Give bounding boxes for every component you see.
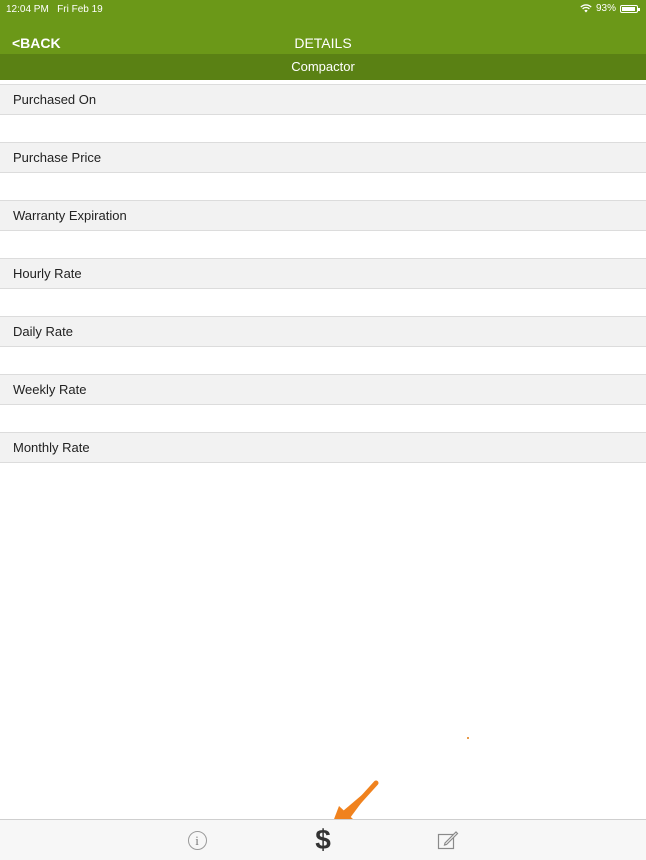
status-time [6, 4, 103, 15]
field-value-purchased-on[interactable] [0, 115, 646, 142]
field-label-weekly-rate: Weekly Rate [0, 374, 646, 405]
field-value-purchase-price[interactable] [0, 173, 646, 200]
page-subtitle: Compactor [0, 54, 646, 80]
status-time-text: 12:04 PM [6, 4, 49, 15]
tab-info[interactable] [176, 820, 218, 860]
edit-icon [437, 830, 459, 850]
field-label-daily-rate: Daily Rate [0, 316, 646, 347]
field-label-hourly-rate: Hourly Rate [0, 258, 646, 289]
dollar-icon: $ [315, 824, 331, 855]
field-value-hourly-rate[interactable] [0, 289, 646, 316]
field-value-weekly-rate[interactable] [0, 405, 646, 432]
field-value-warranty-expiration[interactable] [0, 231, 646, 258]
battery-percent: 93% [595, 3, 616, 14]
field-label-warranty-expiration: Warranty Expiration [0, 200, 646, 231]
field-label-purchased-on: Purchased On [0, 84, 646, 115]
battery-fill [622, 7, 635, 11]
field-label-monthly-rate: Monthly Rate [0, 432, 646, 463]
page-title: DETAILS [294, 35, 352, 51]
info-icon: i [188, 831, 207, 850]
field-label-purchase-price: Purchase Price [0, 142, 646, 173]
tab-bar [0, 819, 646, 860]
battery-icon [620, 5, 638, 13]
field-value-daily-rate[interactable] [0, 347, 646, 374]
status-date-text: Fri Feb 19 [57, 4, 103, 15]
tab-edit[interactable] [427, 820, 469, 860]
back-button[interactable]: <BACK [12, 35, 61, 51]
status-bar [0, 0, 646, 20]
tab-cost[interactable] [302, 820, 344, 860]
stray-mark [467, 737, 469, 739]
status-right [580, 3, 638, 14]
wifi-icon [580, 4, 592, 13]
nav-bar [0, 20, 646, 54]
details-list [0, 84, 646, 463]
